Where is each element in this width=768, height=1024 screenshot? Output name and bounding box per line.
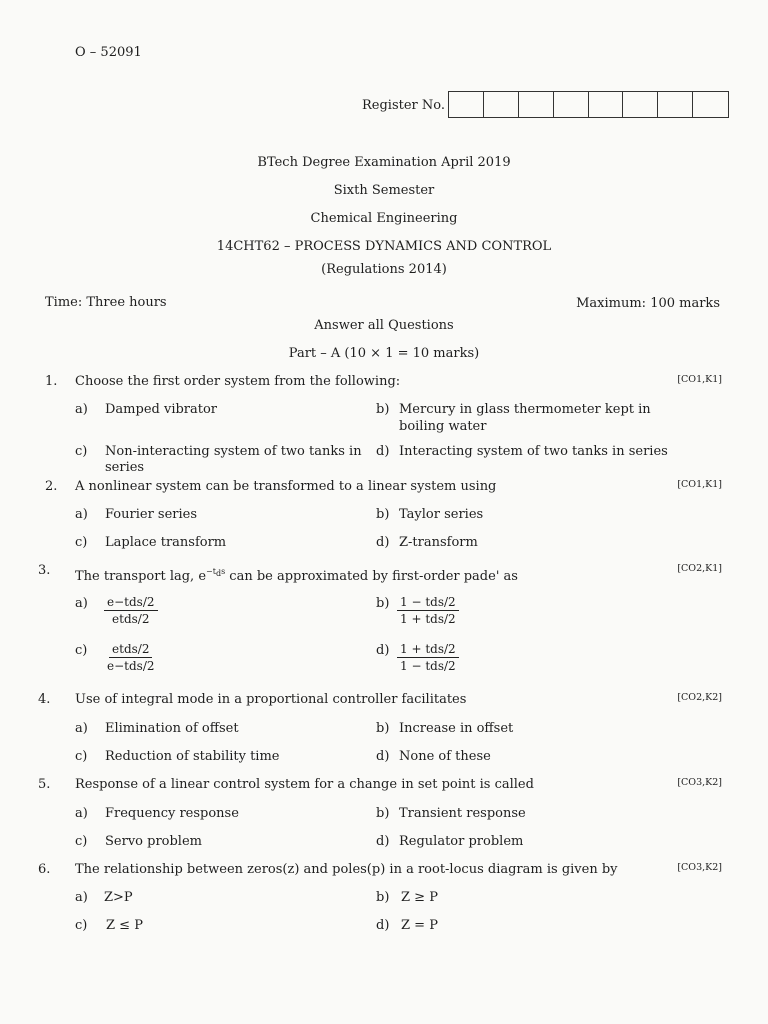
co-tag: [CO3,K2] [677,862,722,873]
option-letter-a: a) [75,806,88,821]
question-number: 5. [38,777,51,792]
option-letter-d: d) [376,643,390,658]
part-heading: Part – A (10 × 1 = 10 marks) [288,346,480,361]
option-b-line2: boiling water [399,419,487,434]
question-text: Response of a linear control system for a change in set point is called [75,777,534,792]
option-b: Transient response [399,806,526,821]
register-digit-box[interactable] [693,92,728,117]
option-c-line1: Non-interacting system of two tanks in [105,444,362,459]
option-letter-b: b) [376,596,390,611]
option-letter-c: c) [75,918,88,933]
option-letter-d: d) [376,535,390,550]
register-digit-box[interactable] [554,92,589,117]
option-letter-b: b) [376,806,390,821]
option-b-line1: Mercury in glass thermometer kept in [399,402,651,417]
option-letter-d: d) [376,444,390,459]
option-d: Z = P [401,918,438,933]
semester: Sixth Semester [333,183,435,198]
question-number: 6. [38,862,51,877]
option-d-fraction [397,641,459,674]
option-c-line2: series [105,460,145,475]
fraction-denominator: 1 + tds/2 [400,612,456,626]
option-letter-d: d) [376,918,390,933]
option-a: Damped vibrator [105,402,218,417]
option-letter-d: d) [376,834,390,849]
co-tag: [CO3,K2] [677,777,722,788]
option-letter-a: a) [75,507,88,522]
fraction-denominator: e−tds/2 [107,659,155,673]
option-c-fraction [104,641,158,674]
fraction-numerator: e−tds/2 [104,594,158,611]
option-d: Regulator problem [399,834,524,849]
option-b: Increase in offset [399,721,514,736]
option-b-fraction [397,594,459,627]
option-c: Laplace transform [105,535,227,550]
fraction-denominator: etds/2 [112,612,150,626]
fraction-numerator: 1 + tds/2 [397,641,459,658]
fraction-denominator: 1 − tds/2 [400,659,456,673]
time-label: Time: Three hours [45,295,167,310]
register-digit-box[interactable] [623,92,658,117]
option-letter-d: d) [376,749,390,764]
option-letter-b: b) [376,890,390,905]
co-tag: [CO1,K1] [677,479,722,490]
register-digit-box[interactable] [658,92,693,117]
option-d: None of these [399,749,491,764]
option-b: Z ≥ P [401,890,438,905]
option-letter-c: c) [75,834,88,849]
question-number: 2. [45,479,58,494]
fraction-numerator: 1 − tds/2 [397,594,459,611]
register-digit-box[interactable] [589,92,624,117]
option-a: Fourier series [105,507,198,522]
option-a: Elimination of offset [105,721,239,736]
option-c: Z ≤ P [106,918,143,933]
register-number-boxes[interactable] [448,91,729,118]
option-letter-c: c) [75,643,88,658]
option-c: Servo problem [105,834,202,849]
option-letter-b: b) [376,721,390,736]
question-number: 1. [45,374,58,389]
question-number: 3. [38,563,51,578]
question-text: A nonlinear system can be transformed to a linear system using [75,479,497,494]
department: Chemical Engineering [310,211,458,226]
regulations: (Regulations 2014) [321,262,447,277]
option-b: Taylor series [399,507,484,522]
option-letter-c: c) [75,749,88,764]
option-d: Interacting system of two tanks in series [399,444,668,459]
register-label: Register No. [362,98,446,113]
register-digit-box[interactable] [449,92,484,117]
question-text: The relationship between zeros(z) and poles(p) in a root-locus diagram is given by [75,862,618,877]
max-marks: Maximum: 100 marks [576,296,720,311]
option-c: Reduction of stability time [105,749,280,764]
co-tag: [CO1,K1] [677,374,722,385]
option-letter-c: c) [75,535,88,550]
course-title: 14CHT62 – PROCESS DYNAMICS AND CONTROL [216,239,552,254]
instruction: Answer all Questions [314,318,454,333]
question-number: 4. [38,692,51,707]
question-text [75,567,518,584]
option-d: Z-transform [399,535,478,550]
option-letter-c: c) [75,444,88,459]
option-a: Z>P [104,890,133,905]
option-letter-a: a) [75,890,88,905]
option-a: Frequency response [105,806,239,821]
register-digit-box[interactable] [519,92,554,117]
paper-code: O – 52091 [75,45,142,60]
option-letter-b: b) [376,507,390,522]
question-text-pre: The transport lag, e [75,569,207,584]
co-tag: [CO2,K2] [677,692,722,703]
question-text: Use of integral mode in a proportional controller facilitates [75,692,467,707]
question-text: Choose the first order system from the following: [75,374,401,389]
option-letter-a: a) [75,721,88,736]
option-letter-a: a) [75,402,88,417]
register-digit-box[interactable] [484,92,519,117]
fraction-numerator: etds/2 [109,641,152,658]
option-a-fraction [104,594,158,627]
question-text-post: can be approximated by first-order pade' as [225,569,518,584]
exponent: −tds [206,567,226,578]
option-letter-b: b) [376,402,390,417]
exam-title: BTech Degree Examination April 2019 [257,155,511,170]
option-letter-a: a) [75,596,88,611]
co-tag: [CO2,K1] [677,563,722,574]
